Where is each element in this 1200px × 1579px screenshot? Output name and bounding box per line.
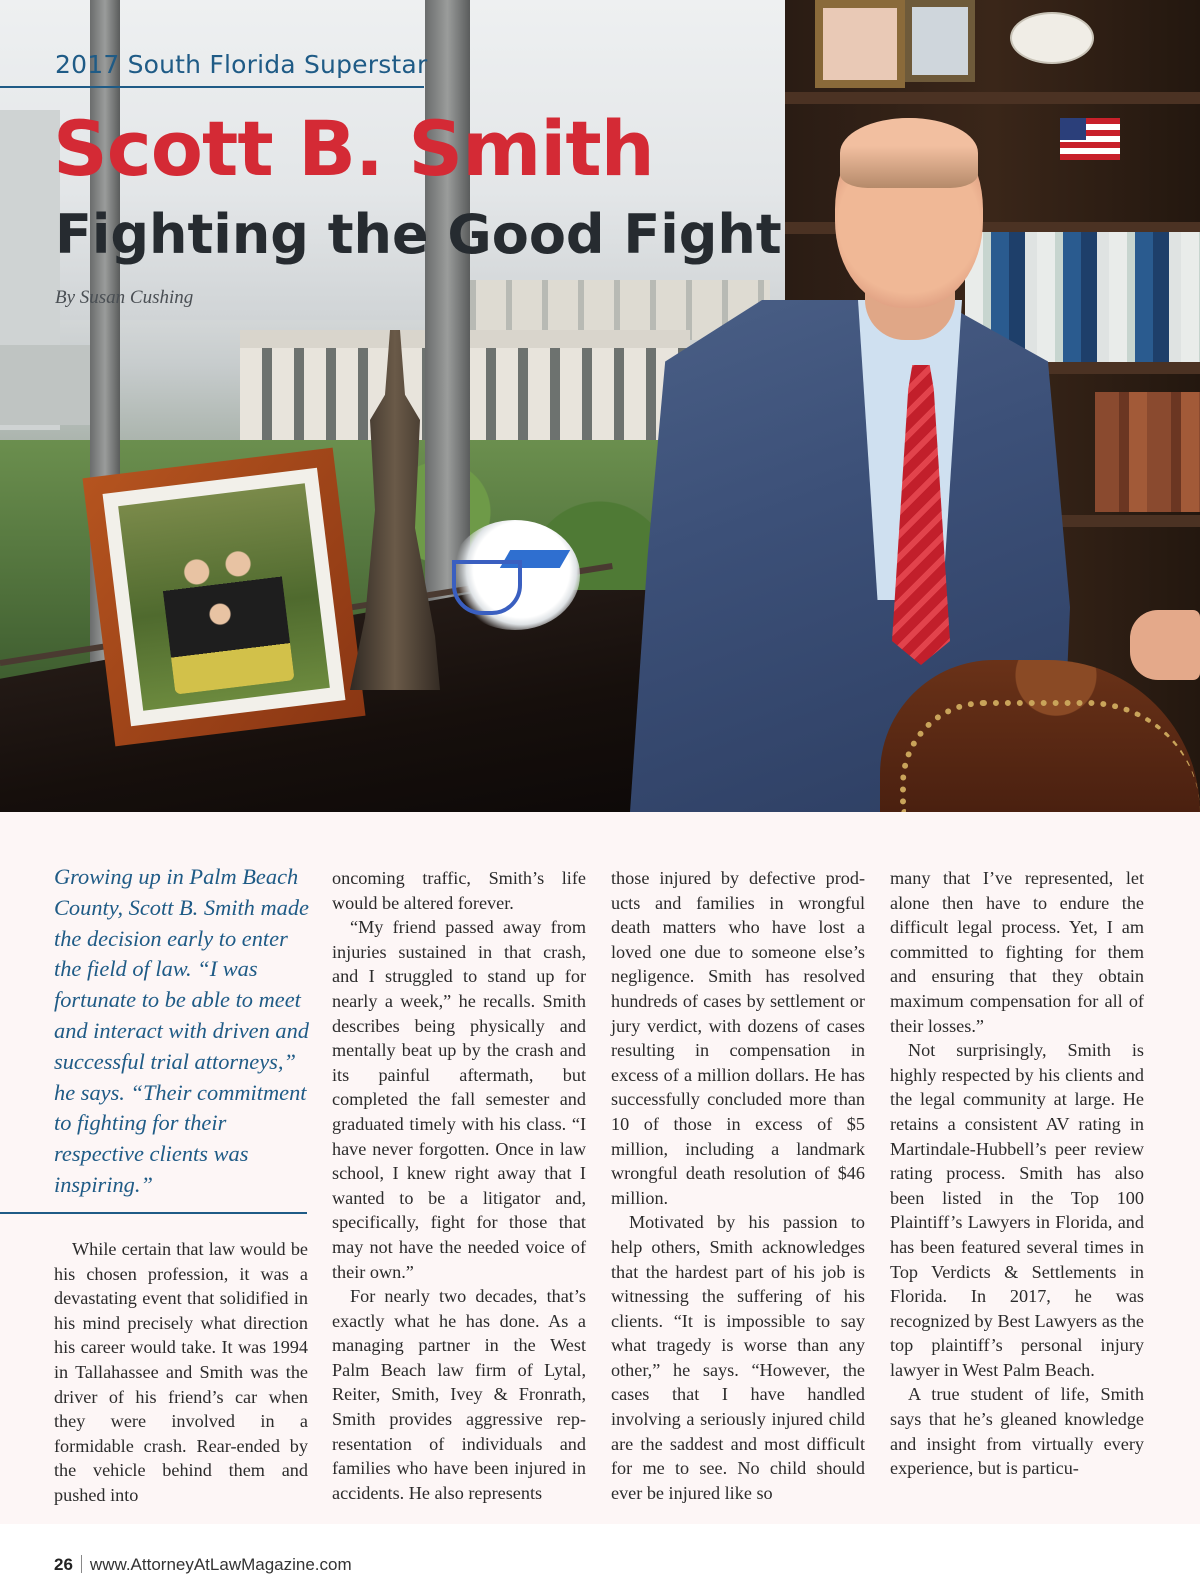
shelf-board [785, 92, 1200, 104]
man-hand [1130, 610, 1200, 680]
pull-quote-rule [0, 1212, 307, 1214]
paragraph: For nearly two decades, that’s exactly what he has done. As a managing partner in the West Palm Beach law firm of Lytal, Reiter, Smith, Ivey & Fronrath, Smith provides aggressive representation of individuals and families who have been injured in accidents. He also represents [332, 1286, 586, 1503]
family-photo [118, 483, 330, 710]
paragraph: many that I’ve represented, let alone then have to endure the difficult legal process. Yet, I am committed to fighting for them and ensuring that they obtain maximum compensation for all of their losses.” [890, 868, 1144, 1036]
helmet-facemask [452, 560, 522, 615]
page-number: 26 [54, 1555, 73, 1574]
column-1 [54, 1237, 308, 1508]
paragraph: Motivated by his passion to help others, Smith acknowledges that the hardest part of his job is witnessing the suffering of his clients. “It is impossible to say what tragedy is worse than any other,” he says. “However, the cases that I have handled involving a seriously injured child are the saddest and most difficult for me to see. No child should ever be injured like so [611, 1212, 865, 1503]
column-2 [332, 866, 586, 1505]
paragraph: oncoming traffic, Smith’s life would be altered forever. [332, 868, 586, 913]
american-flag [1060, 118, 1120, 160]
photo-mat [103, 468, 346, 727]
kicker: 2017 South Florida Superstar [55, 50, 428, 79]
article-title: Scott B. Smith [53, 104, 654, 193]
paragraph: Not surprisingly, Smith is highly respected by his clients and the legal community at large. He retains a consistent AV rating in Martindale-Hubbell’s peer review rating process. Smith has also been listed in the Top 100 Plaintiff’s Lawyers in Florida, and has been featured several times in Top Verdicts & Settlements in Florida. In 2017, he was recognized by Best Lawyers as the top plaintiff’s personal injury lawyer in West Palm Beach. [890, 1040, 1144, 1380]
website-link[interactable]: www.AttorneyAtLawMagazine.com [89, 1555, 352, 1574]
pull-quote: Growing up in Palm Beach County, Scott B. Smith made the decision early to enter the field of law. “I was fortunate to be able to meet and interact with driven and successful trial attorneys,” he says. “Their commitment to fighting for their respective clients was inspiring.” [54, 864, 309, 1197]
column-3 [611, 866, 865, 1505]
family-photo-frame [82, 448, 365, 747]
law-books [1095, 392, 1200, 512]
footer-divider [81, 1555, 82, 1573]
man-hair [840, 118, 978, 188]
paragraph: A true student of life, Smith says that he’s gleaned knowledge and insight from virtually every experience, but is particu- [890, 1384, 1144, 1479]
football-trophy [1010, 12, 1094, 64]
paragraph: those injured by defective products and families in wrongful death matters who have lost a loved one due to someone else’s negligence. Smith has resolved hundreds of cases by settlement or jury verdict, with dozens of cases resulting in compensation in excess of a million dollars. He has successfully concluded more than 10 of those in excess of $5 million, including a landmark wrongful death resolution of $46 million. [611, 868, 865, 1208]
column-4 [890, 866, 1144, 1481]
shelf-photo-frame [815, 0, 905, 88]
family-figures [157, 532, 294, 694]
shelf-photo-frame [905, 0, 975, 82]
byline: By Susan Cushing [55, 287, 194, 308]
paragraph: While certain that law would be his chosen profession, it was a devastating event that solidified in his mind precisely what direction his career would take. It was 1994 in Tallahassee and Smith was the driver of his friend’s car when they were involved in a formidable crash. Rear-ended by the vehicle behind them and pushed into [54, 1239, 308, 1505]
article-subtitle: Fighting the Good Fight [55, 203, 782, 266]
kicker-rule [0, 86, 424, 88]
page-footer [54, 1555, 352, 1579]
paragraph: “My friend passed away from injuries sustained in that crash, and I struggled to stand up for nearly a week,” he recalls. Smith describes being physically and mentally beat up by the crash and its painful aftermath, but completed the fall semester and graduated timely with his class. “I have never forgotten. Once in law school, I knew right away that I wanted to be a litigator and, specifically, fight for those that may not have the needed voice of their own.” [332, 917, 586, 1282]
